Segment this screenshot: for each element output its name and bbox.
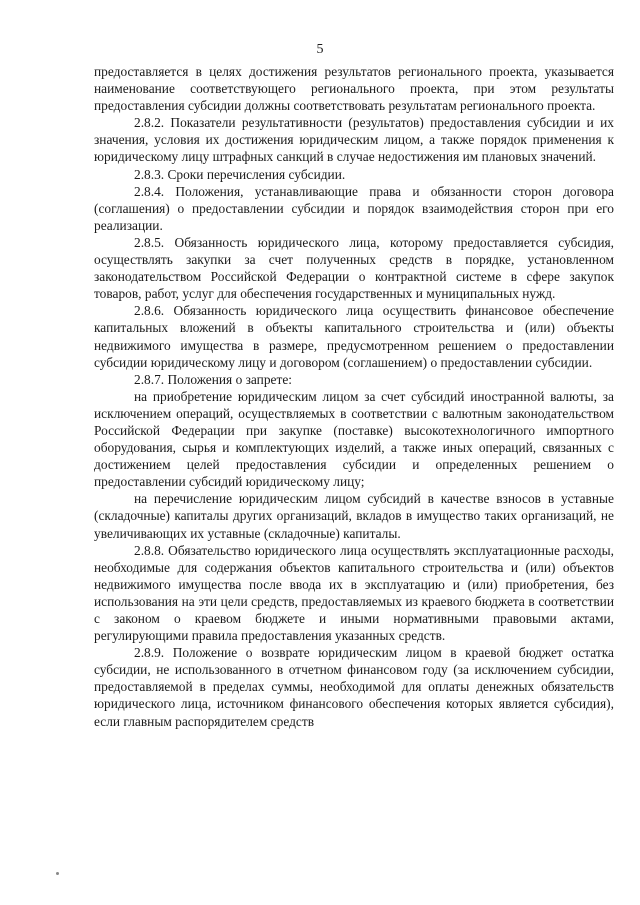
paragraph-2-8-6: 2.8.6. Обязанность юридического лица осуществить финансовое обеспечение капитальных вложений в объекты капитального строительства и (или) объекты недвижимого имущества в размере, предусмотренном решением о предоставлении субсидии юридическому лицу и договором (соглашением) о предоставлении субсидии. [94, 303, 614, 370]
paragraph-2-8-2: 2.8.2. Показатели результативности (результатов) предоставления субсидии и их значения, условия их достижения юридическим лицом, а также порядок применения к юридическому лицу штрафных санкций в случае недостижения им плановых значений. [94, 115, 614, 165]
paragraph-2-8-7-item-2: на перечисление юридическим лицом субсидий в качестве взносов в уставные (складочные) капиталы других организаций, вкладов в имущество таких организаций, не увеличивающих их уставные (складочные) капиталы. [94, 491, 614, 541]
paragraph-2-8-9: 2.8.9. Положение о возврате юридическим лицом в краевой бюджет остатка субсидии, не использованного в отчетном финансовом году (за исключением субсидии, предоставляемой в пределах суммы, необходимой для оплаты денежных обязательств юридического лица, источником финансового обеспечения которых является субсидия), если главным распорядителем средств [94, 645, 614, 729]
paragraph-2-8-4: 2.8.4. Положения, устанавливающие права и обязанности сторон договора (соглашения) о предоставлении субсидии и порядок взаимодействия сторон при его реализации. [94, 183, 614, 233]
paragraph-2-8-5: 2.8.5. Обязанность юридического лица, которому предоставляется субсидия, осуществлять закупки за счет полученных средств в порядке, установленном законодательством Российской Федерации о контрактной системе в сфере закупок товаров, работ, услуг для обеспечения государственных и муниципальных нужд. [94, 234, 614, 302]
document-body [94, 63, 614, 730]
page-number: 5 [316, 42, 324, 57]
paragraph-2-8-7-item-1: на приобретение юридическим лицом за счет субсидий иностранной валюты, за исключением операций, осуществляемых в соответствии с валютным законодательством Российской Федерации при закупке (поставке) высокотехнологичного импортного оборудования, сырья и комплектующих изделий, а также иных операций, связанных с достижением целей предоставления субсидии и определенных решением о предоставлении субсидий юридическому лицу; [94, 388, 614, 490]
scan-artifact-dot [56, 872, 59, 875]
paragraph-2-8-8: 2.8.8. Обязательство юридического лица осуществлять эксплуатационные расходы, необходимые для содержания объектов капитального строительства и (или) объектов недвижимого имущества после ввода их в эксплуатацию и (или) приобретения, без использования на эти цели средств, предоставляемых из краевого бюджета в соответствии с законом о краевом бюджете и иными нормативными правовыми актами, регулирующими правила предоставления указанных средств. [94, 542, 614, 644]
paragraph-continuation: предоставляется в целях достижения результатов регионального проекта, указывается наименование соответствующего регионального проекта, при этом результаты предоставления субсидии должны соответствовать результатам регионального проекта. [94, 64, 614, 114]
paragraph-2-8-3: 2.8.3. Сроки перечисления субсидии. [134, 166, 346, 182]
paragraph-2-8-7: 2.8.7. Положения о запрете: [134, 371, 292, 387]
